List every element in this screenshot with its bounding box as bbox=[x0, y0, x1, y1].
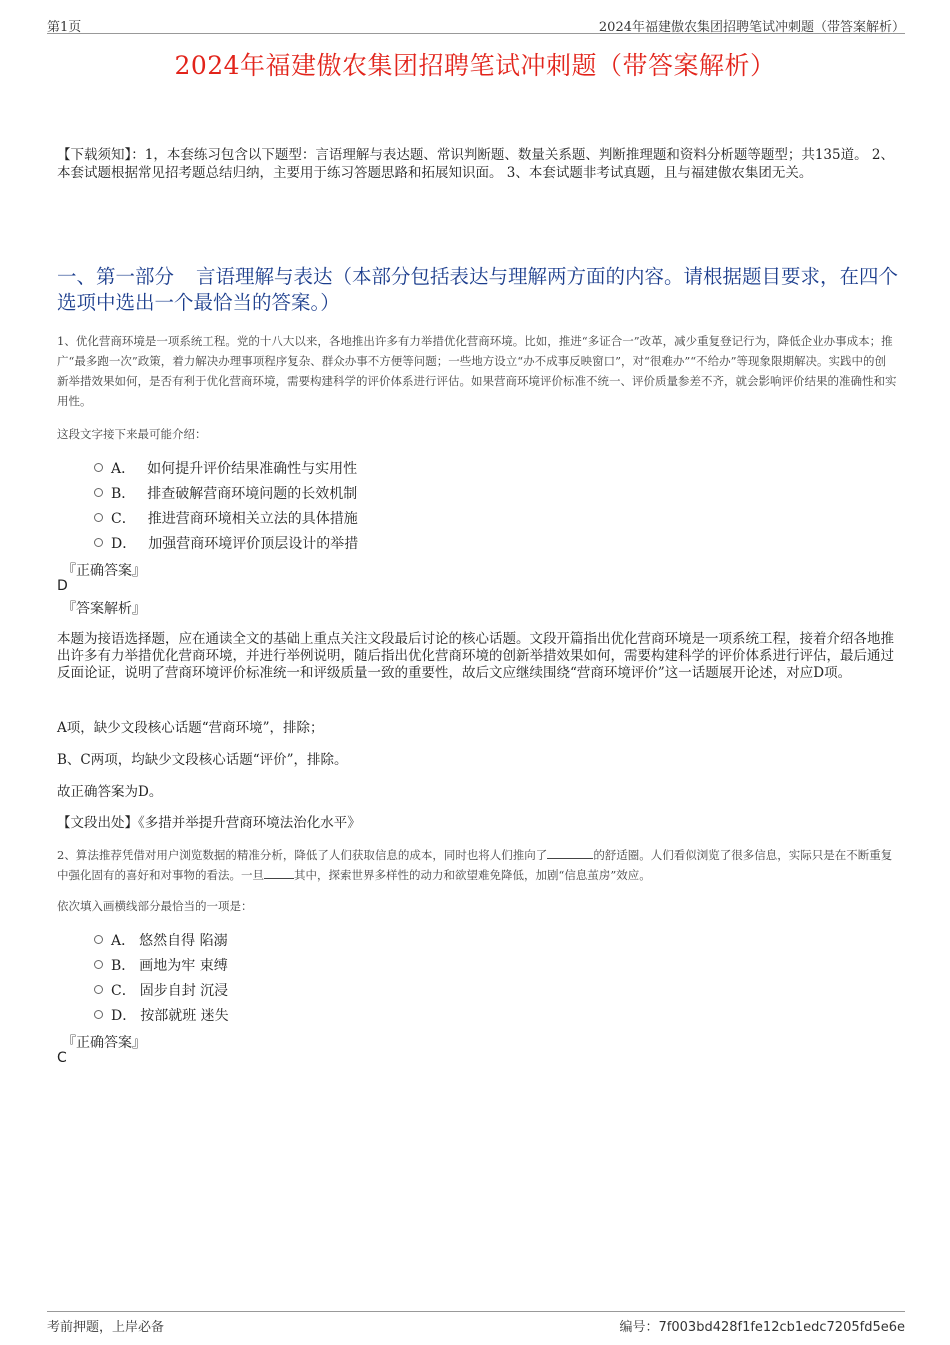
page-header bbox=[47, 14, 905, 34]
footer-slogan: 考前押题，上岸必备 bbox=[47, 1320, 165, 1335]
section-subtitle: 言语理解与表达（本部分包括表达与理解两方面的内容。请根据题目要求，在四个选项中选出一个最恰当的答案。） bbox=[57, 265, 899, 314]
header-doc-title: 2024年福建傲农集团招聘笔试冲刺题（带答案解析） bbox=[598, 20, 905, 35]
question-1-text: 1、优化营商环境是一项系统工程。党的十八大以来，各地推出许多有力举措优化营商环境。比如，推进“多证合一”改革，减少重复登记行为，降低企业办事成本；推广“最多跑一次”政策，着力解决办理事项程序复杂、群众办事不方便等问题；一些地方设立“办不成事反映窗口”，对“很难办”“不给办”等现象限期解决。实践中的创新举措效果如何，是否有利于优化营商环境，需要构建科学的评价体系进行评估。如果营商环境评价标准不统一、评价质量参差不齐，就会影响评价结果的准确性和实用性。 bbox=[57, 334, 897, 408]
document-title: 2024年福建傲农集团招聘笔试冲刺题（带答案解析） bbox=[174, 51, 776, 80]
question-1-options bbox=[94, 455, 594, 555]
radio-icon[interactable] bbox=[94, 935, 103, 944]
option-d[interactable]: D． 按部就班 迷失 bbox=[94, 1002, 594, 1027]
question-1-prompt: 这段文字接下来最可能介绍： bbox=[57, 427, 207, 441]
fill-blank-1 bbox=[547, 847, 593, 859]
option-text: 悠然自得 陷溺 bbox=[139, 932, 228, 949]
fill-blank-2 bbox=[264, 867, 294, 879]
option-b[interactable]: B． 排查破解营商环境问题的长效机制 bbox=[94, 480, 594, 505]
option-text: 画地为牢 束缚 bbox=[139, 957, 228, 974]
radio-icon[interactable] bbox=[94, 538, 103, 547]
question-2-options bbox=[94, 927, 594, 1027]
option-text: 固步自封 沉浸 bbox=[139, 982, 229, 999]
section-number: 一、第一部分 bbox=[57, 265, 175, 288]
answer-label: 『正确答案』 bbox=[62, 1035, 146, 1051]
option-text: 推进营商环境相关立法的具体措施 bbox=[147, 510, 358, 527]
radio-icon[interactable] bbox=[94, 463, 103, 472]
question-2-text: 2、算法推荐凭借对用户浏览数据的精准分析，降低了人们获取信息的成本，同时也将人们推向了 的舒适圈。人们看似浏览了很多信息，实际只是在不断重复中强化固有的喜好和对事物的看法。一旦 其中，探索世界多样性的动力和欲望难免降低，加剧“信息茧房”效应。 bbox=[57, 848, 893, 882]
radio-icon[interactable] bbox=[94, 1010, 103, 1019]
page-number: 第1页 bbox=[47, 20, 82, 35]
option-d[interactable]: D． 加强营商环境评价顶层设计的举措 bbox=[94, 530, 594, 555]
correct-answer: D bbox=[57, 578, 68, 594]
section-heading bbox=[57, 264, 902, 316]
analysis-option-a: A项，缺少文段核心话题“营商环境”，排除； bbox=[57, 720, 324, 736]
radio-icon[interactable] bbox=[94, 488, 103, 497]
option-c[interactable]: C． 固步自封 沉浸 bbox=[94, 977, 594, 1002]
option-a[interactable]: A． 如何提升评价结果准确性与实用性 bbox=[94, 455, 594, 480]
option-a[interactable]: A． 悠然自得 陷溺 bbox=[94, 927, 594, 952]
page-footer bbox=[47, 1311, 905, 1333]
analysis-option-bc: B、C两项，均缺少文段核心话题“评价”，排除。 bbox=[57, 752, 348, 768]
radio-icon[interactable] bbox=[94, 985, 103, 994]
option-text: 加强营商环境评价顶层设计的举措 bbox=[148, 535, 359, 552]
option-text: 按部就班 迷失 bbox=[140, 1007, 229, 1024]
option-text: 如何提升评价结果准确性与实用性 bbox=[147, 460, 358, 477]
passage-source: 【文段出处】《多措并举提升营商环境法治化水平》 bbox=[57, 815, 361, 831]
option-text: 排查破解营商环境问题的长效机制 bbox=[147, 485, 358, 502]
option-c[interactable]: C． 推进营商环境相关立法的具体措施 bbox=[94, 505, 594, 530]
download-notice: 【下载须知】：1，本套练习包含以下题型：言语理解与表达题、常识判断题、数量关系题、判断推理题和资料分析题等题型；共135道。 2、本套试题根据常见招考题总结归纳，主要用于练习答题思路和拓展知识面。 3、本套试题非考试真题，且与福建傲农集团无关。 bbox=[57, 147, 894, 181]
analysis-conclusion: 故正确答案为D。 bbox=[57, 784, 163, 800]
analysis-label: 『答案解析』 bbox=[62, 601, 146, 617]
radio-icon[interactable] bbox=[94, 960, 103, 969]
correct-answer: C bbox=[57, 1050, 67, 1066]
question-2-prompt: 依次填入画横线部分最恰当的一项是： bbox=[57, 899, 253, 913]
document-code: 编号：7f003bd428f1fe12cb1edc7205fd5e6e bbox=[619, 1320, 905, 1335]
option-b[interactable]: B． 画地为牢 束缚 bbox=[94, 952, 594, 977]
answer-analysis: 本题为接语选择题，应在通读全文的基础上重点关注文段最后讨论的核心话题。文段开篇指出优化营商环境是一项系统工程，接着介绍各地推出许多有力举措优化营商环境，并进行举例说明，随后指出优化营商环境的创新举措效果如何，需要构建科学的评价体系进行评估，最后通过反面论证，说明了营商环境评价标准统一和评级质量一致的重要性，故后文应继续围绕“营商环境评价”这一话题展开论述，对应D项。 bbox=[57, 631, 894, 681]
radio-icon[interactable] bbox=[94, 513, 103, 522]
answer-label: 『正确答案』 bbox=[62, 563, 146, 579]
